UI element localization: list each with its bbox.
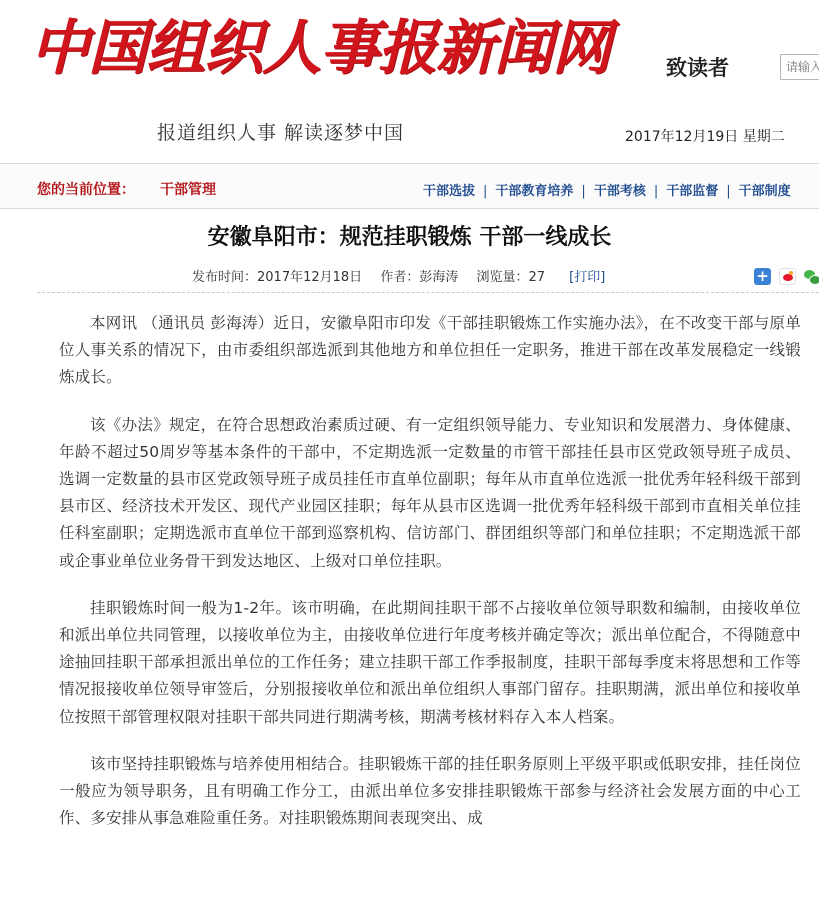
article-paragraph: 本网讯 （通讯员 彭海涛）近日，安徽阜阳市印发《干部挂职锻炼工作实施办法》，在不改变干部与原单位人事关系的情况下，由市委组织部选派到其他地方和单位担任一定职务，推进干部在改革发展稳定一线锻炼成长。 — [59, 314, 801, 387]
category-links — [423, 180, 791, 199]
logo-text: 中国组织人事报新闻网 — [30, 13, 611, 82]
reader-link[interactable]: 致读者 — [666, 55, 729, 80]
view-count: 浏览量：27 — [476, 270, 546, 285]
publish-time: 发布时间：2017年12月18日 — [192, 270, 363, 285]
nav-separator: | — [653, 184, 659, 199]
article-author: 作者：彭海涛 — [380, 270, 459, 285]
share-plus-icon[interactable]: + — [754, 268, 771, 285]
site-logo[interactable] — [30, 6, 611, 90]
article-meta — [192, 266, 619, 285]
nav-link-cadre-selection[interactable]: 干部选拔 — [423, 184, 476, 199]
weibo-icon[interactable] — [779, 268, 796, 285]
article-title: 安徽阜阳市：规范挂职锻炼 干部一线成长 — [207, 225, 612, 250]
nav-link-cadre-system[interactable]: 干部制度 — [738, 184, 791, 199]
nav-separator: | — [581, 184, 586, 199]
search-input[interactable] — [780, 54, 819, 80]
site-slogan: 报道组织人事 解读逐梦中国 — [157, 122, 405, 144]
breadcrumb-current[interactable]: 干部管理 — [160, 182, 216, 198]
nav-separator: | — [726, 184, 731, 199]
meta-divider — [37, 292, 819, 293]
current-date: 2017年12月19日 星期二 — [625, 129, 785, 145]
nav-link-cadre-assessment[interactable]: 干部考核 — [593, 184, 646, 199]
nav-separator: | — [483, 184, 488, 199]
breadcrumb-label: 您的当前位置： — [37, 182, 135, 198]
nav-link-cadre-education[interactable]: 干部教育培养 — [495, 184, 574, 199]
print-link[interactable]: [打印] — [569, 270, 606, 285]
article-paragraph: 该《办法》规定，在符合思想政治素质过硬、有一定组织领导能力、专业知识和发展潜力、身体健康、年龄不超过50周岁等基本条件的干部中，不定期选派一定数量的市管干部挂任县市区党政领导班子成员、选调一定数量的县市区党政领导班子成员挂任市直单位副职；每年从市直单位选派一批优秀年轻科级干部到县市区、经济技术开发区、现代产业园区挂职；每年从县市区选调一批优秀年轻科级干部到市直相关单位挂任科室副职；定期选派市直单位干部到巡察机构、信访部门、群团组织等部门和单位挂职；不定期选派干部或企事业单位业务骨干到发达地区、上级对口单位挂职。 — [59, 415, 801, 570]
article-body — [59, 310, 801, 852]
article-paragraph: 该市坚持挂职锻炼与培养使用相结合。挂职锻炼干部的挂任职务原则上平级平职或低职安排，挂任岗位一般应为领导职务，且有明确工作分工，由派出单位多安排挂职锻炼干部参与经济社会发展方面的中心工作、多安排从事急难险重任务。对挂职锻炼期间表现突出、成 — [59, 754, 801, 828]
breadcrumb-nav-bar — [0, 163, 819, 209]
nav-link-cadre-supervision[interactable]: 干部监督 — [666, 184, 719, 199]
wechat-icon[interactable] — [803, 268, 819, 285]
article-paragraph: 挂职锻炼时间一般为1-2年。该市明确，在此期间挂职干部不占接收单位领导职数和编制，由接收单位和派出单位共同管理，以接收单位为主，由接收单位进行年度考核并确定等次；派出单位配合，不得随意中途抽回挂职干部承担派出单位的工作任务；建立挂职干部工作季报制度，挂职干部每季度末将思想和工作等情况报接收单位领导审签后，分别报接收单位和派出单位组织人事部门留存。挂职期满，派出单位和接收单位按照干部管理权限对挂职干部共同进行期满考核，期满考核材料存入本人档案。 — [59, 598, 801, 726]
